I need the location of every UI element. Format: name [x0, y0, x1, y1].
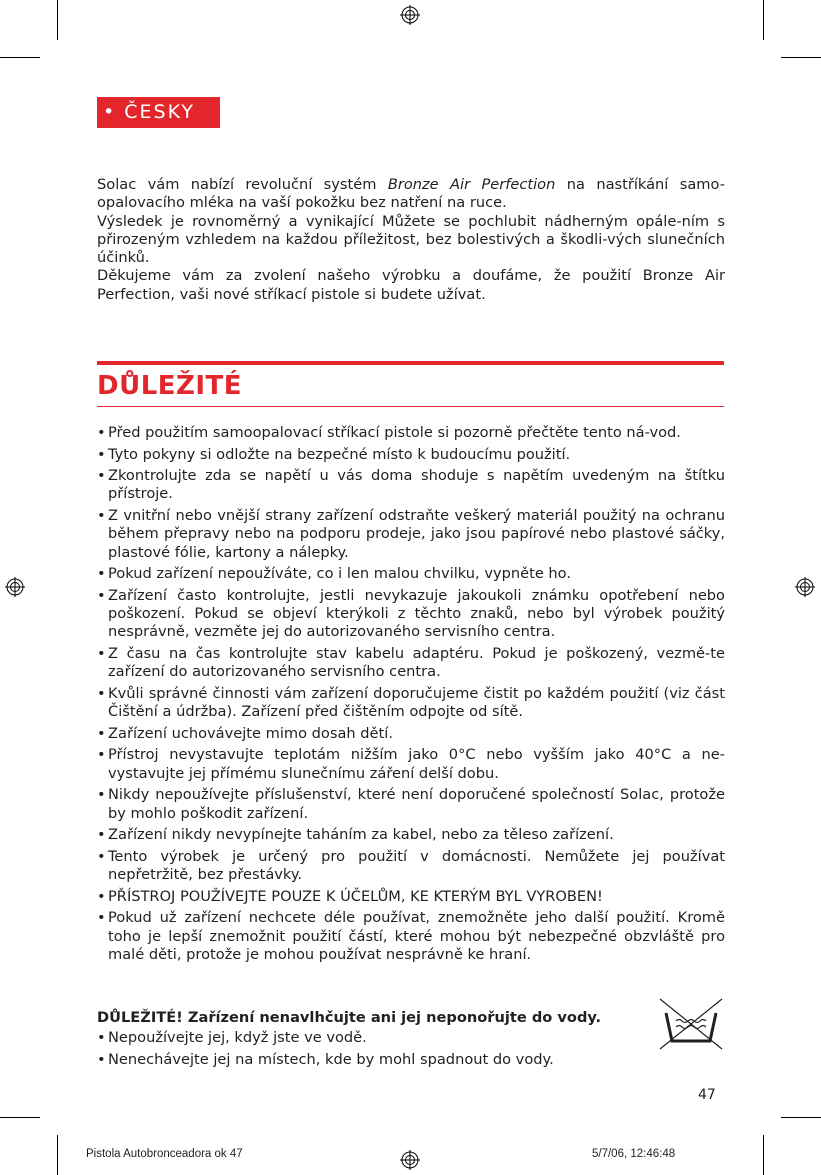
- water-warning-list: [97, 1029, 657, 1072]
- list-item: • Nepoužívejte jej, když jste ve vodě.: [97, 1029, 657, 1047]
- list-item: • Tyto pokyny si odložte na bezpečné místo k budoucímu použití.: [97, 446, 725, 464]
- language-tab: • ČESKY: [97, 97, 220, 128]
- page-number: 47: [698, 1087, 716, 1103]
- section-heading: DŮLEŽITÉ: [97, 371, 243, 401]
- list-item: • Z vnitřní nebo vnější strany zařízení odstraňte veškerý materiál použitý na ochranu během přepravy nebo na podporu prodeje, jako jsou papírové nebo plastové sáčky, plastové fólie, kartony a nálepky.: [97, 507, 725, 562]
- registration-mark-icon: [400, 1150, 420, 1170]
- list-item: • Před použitím samoopalovací stříkací pistole si pozorně přečtěte tento ná-vod.: [97, 424, 725, 442]
- list-item: • Zařízení uchovávejte mimo dosah dětí.: [97, 725, 725, 743]
- registration-mark-icon: [400, 5, 420, 25]
- list-item: • Zařízení nikdy nevypínejte taháním za kabel, nebo za těleso zařízení.: [97, 826, 725, 844]
- list-item: • Zařízení často kontrolujte, jestli nevykazuje jakoukoli známku opotřebení nebo poškození. Pokud se objeví kterýkoli z těchto znaků, nebo byl výrobek použitý nesprávně, vezměte jej do autorizovaného servisního centra.: [97, 587, 725, 642]
- crop-mark: [763, 0, 764, 40]
- no-water-basin-icon: [656, 997, 726, 1051]
- footer-file-info: Pistola Autobronceadora ok 47: [86, 1148, 243, 1160]
- product-name: Bronze Air Perfection: [387, 176, 556, 193]
- water-warning-heading: DŮLEŽITÉ! Zařízení nenavlhčujte ani jej neponořujte do vody.: [97, 1009, 602, 1026]
- list-item: • PŘÍSTROJ POUŽÍVEJTE POUZE K ÚČELŮM, KE KTERÝM BYL VYROBEN!: [97, 888, 725, 906]
- section-rule: [97, 361, 724, 365]
- section-underline: [97, 406, 724, 407]
- footer-timestamp: 5/7/06, 12:46:48: [592, 1148, 676, 1160]
- list-item: • Přístroj nevystavujte teplotám nižším jako 0°C nebo vyšším jako 40°C a ne-vystavujte jej přímému slunečnímu záření delší dobu.: [97, 746, 725, 783]
- intro-paragraph: Solac vám nabízí revoluční systém Bronze Air Perfection na nastříkání samo-opalovacího mléka na vaší pokožku bez natření na ruce.: [97, 176, 725, 212]
- crop-mark: [781, 1117, 821, 1118]
- crop-mark: [781, 57, 821, 58]
- list-item: • Z času na čas kontrolujte stav kabelu adaptéru. Pokud je poškozený, vezmě-te zařízení do autorizovaného servisního centra.: [97, 645, 725, 682]
- crop-mark: [57, 0, 58, 40]
- registration-mark-icon: [795, 577, 815, 597]
- crop-mark: [763, 1135, 764, 1175]
- intro-text: [97, 176, 725, 304]
- intro-paragraph: Výsledek je rovnoměrný a vynikající Můžete se pochlubit nádherným opále-ním s přirozeným vzhledem na každou příležitost, bez bolestivých a škodli-vých slunečních účinků.: [97, 212, 725, 267]
- list-item: • Tento výrobek je určený pro použití v domácnosti. Nemůžete jej používat nepřetržitě, bez přestávky.: [97, 848, 725, 885]
- list-item: • Pokud zařízení nepoužíváte, co i len malou chvilku, vypněte ho.: [97, 565, 725, 583]
- registration-mark-icon: [5, 577, 25, 597]
- safety-list: [97, 424, 725, 967]
- list-item: • Nikdy nepoužívejte příslušenství, které není doporučené společností Solac, protože by mohlo poškodit zařízení.: [97, 786, 725, 823]
- list-item: • Zkontrolujte zda se napětí u vás doma shoduje s napětím uvedeným na štítku přístroje.: [97, 467, 725, 504]
- list-item: • Nenechávejte jej na místech, kde by mohl spadnout do vody.: [97, 1051, 657, 1069]
- crop-mark: [57, 1135, 58, 1175]
- crop-mark: [0, 57, 40, 58]
- crop-mark: [0, 1117, 40, 1118]
- intro-paragraph: Děkujeme vám za zvolení našeho výrobku a doufáme, že použití Bronze Air Perfection, vaši nové stříkací pistole si budete užívat.: [97, 267, 725, 303]
- list-item: • Kvůli správné činnosti vám zařízení doporučujeme čistit po každém použití (viz část Čištění a údržba). Zařízení před čištěním odpojte od sítě.: [97, 685, 725, 722]
- list-item: • Pokud už zařízení nechcete déle používat, znemožněte jeho další použití. Kromě toho je lepší znemožnit použití částí, které mohou být nebezpečné obzvláště pro malé děti, protože je mohou používat nesprávně ke hraní.: [97, 909, 725, 964]
